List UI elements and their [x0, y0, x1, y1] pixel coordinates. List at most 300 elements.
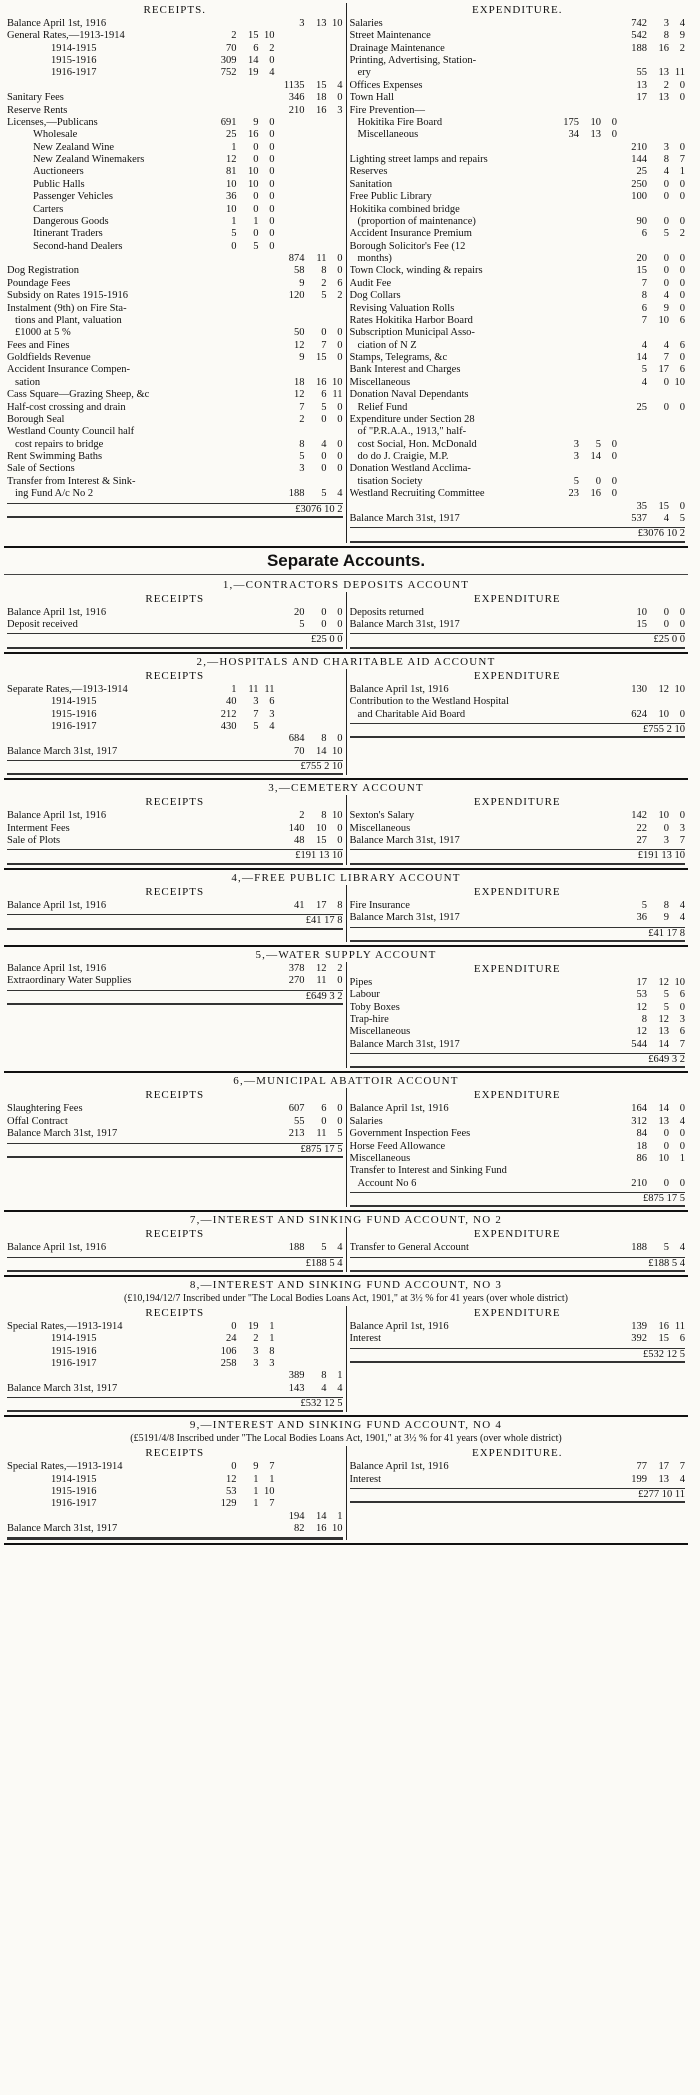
- ledger-row: [350, 1474, 686, 1486]
- amount-s: 13: [658, 1026, 669, 1038]
- sub-amount-c: 0: [269, 215, 275, 227]
- ledger-item-label: Salaries: [349, 17, 383, 29]
- amount-s: [647, 55, 669, 67]
- sub-amount-a: 1: [231, 141, 237, 153]
- sub-amount-a: [549, 1333, 579, 1345]
- sub-amount-c: [259, 451, 275, 463]
- sub-amount-a: 129: [220, 1498, 237, 1510]
- amount: [275, 1321, 343, 1333]
- ledger-row: [7, 315, 343, 327]
- sub-amount-b: [237, 265, 259, 277]
- sub-amount-c: 0: [269, 154, 275, 166]
- amount-s: 6: [321, 389, 327, 401]
- sub-amount: [207, 1346, 275, 1358]
- amount-s: [647, 476, 669, 488]
- amount-s: [305, 204, 327, 216]
- sub-amount-c: [601, 900, 617, 912]
- sub-amount: [207, 228, 275, 240]
- sub-amount-b: [579, 30, 601, 42]
- expenditure-title: EXPENDITURE: [473, 1089, 561, 1102]
- sub-amount-a: [207, 451, 237, 463]
- general-receipts-total: £3076 10 2: [295, 503, 343, 515]
- ledger-row: [350, 488, 686, 500]
- ledger-item-label: Balance April 1st, 1916: [7, 606, 107, 618]
- sub-amount-a: 106: [220, 1345, 237, 1357]
- sub-amount-b: [237, 105, 259, 117]
- sub-amount-a: [549, 1242, 579, 1254]
- ledger-item-label: Transfer from Interest & Sink-: [7, 475, 136, 487]
- ledger-row: [7, 129, 343, 141]
- amount-s: 16: [316, 104, 327, 116]
- amount-s: 5: [663, 1001, 669, 1013]
- ledger-row: [350, 191, 686, 203]
- amount-p: 20: [294, 606, 305, 618]
- amount-s: [647, 426, 669, 438]
- ledger-item-label: Balance March 31st, 1917: [349, 1038, 460, 1050]
- receipts-rows: [7, 684, 343, 758]
- ledger-row: [7, 1383, 343, 1395]
- amount-s: 0: [663, 1128, 669, 1140]
- amount: [617, 402, 685, 414]
- sub-amount-c: 10: [264, 1485, 275, 1497]
- sub-amount: [207, 290, 275, 302]
- sub-amount-b: [237, 278, 259, 290]
- sub-amount-a: [549, 900, 579, 912]
- amount-s: [305, 1333, 327, 1345]
- ledger-row: [7, 709, 343, 721]
- sub-amount: [207, 439, 275, 451]
- amount: [275, 377, 343, 389]
- sub-amount-a: [549, 1103, 579, 1115]
- ledger-item-label: Trap-hire: [349, 1013, 389, 1025]
- ledger-item-label: Licenses,—Publicans: [7, 116, 98, 128]
- amount: [275, 303, 343, 315]
- amount-d: 0: [679, 302, 685, 314]
- sub-amount-b: [237, 900, 259, 912]
- sub-amount: [207, 117, 275, 129]
- sub-amount-c: [601, 1128, 617, 1140]
- account-title: 6,—MUNICIPAL ABATTOIR ACCOUNT: [233, 1075, 459, 1088]
- sub-amount-a: [549, 501, 579, 513]
- sub-amount-b: 1: [253, 1498, 259, 1510]
- ledger-row: [7, 352, 343, 364]
- amount-d: 10: [332, 17, 343, 29]
- amount: [617, 989, 685, 1001]
- amount-d: 6: [679, 339, 685, 351]
- sub-amount-b: [237, 1128, 259, 1140]
- amount: [617, 823, 685, 835]
- amount-d: 0: [679, 1128, 685, 1140]
- sub-amount-b: [579, 352, 601, 364]
- ledger-item-label: 1914-1915: [51, 42, 97, 54]
- sub-amount-c: 3: [269, 1357, 275, 1369]
- ledger-row: [7, 265, 343, 277]
- amount: [617, 43, 685, 55]
- sub-amount-a: 34: [568, 129, 579, 141]
- sub-amount-a: [207, 389, 237, 401]
- ledger-item-label: Borough Solicitor's Fee (12: [349, 240, 466, 252]
- ledger-row: [350, 364, 686, 376]
- amount-s: [647, 414, 669, 426]
- expenditure-rows: [350, 810, 686, 847]
- amount-p: [275, 191, 305, 203]
- amount-p: [617, 389, 647, 401]
- sub-amount-c: [259, 352, 275, 364]
- ledger-row: [350, 67, 686, 79]
- amount: [275, 80, 343, 92]
- ledger-item-label: Deposits returned: [349, 606, 424, 618]
- amount-p: [275, 1498, 305, 1510]
- expenditure-column: [346, 1446, 689, 1540]
- sub-amount: [207, 1523, 275, 1535]
- receipts-total-row: [7, 990, 343, 1005]
- amount-p: [275, 1333, 305, 1345]
- sub-amount-c: [601, 340, 617, 352]
- amount-d: 3: [679, 822, 685, 834]
- ledger-item-label: Fees and Fines: [7, 339, 70, 351]
- ledger-row: [350, 43, 686, 55]
- amount-p: 143: [288, 1382, 305, 1394]
- sub-amount-c: [601, 290, 617, 302]
- ledger-row: [7, 696, 343, 708]
- amount: [275, 315, 343, 327]
- sub-amount-b: 5: [253, 720, 259, 732]
- amount-p: 12: [294, 339, 305, 351]
- amount-s: 9: [663, 302, 669, 314]
- sub-amount-b: 10: [248, 178, 259, 190]
- amount-p: [275, 476, 305, 488]
- ledger-item-label: Reserves: [349, 166, 388, 178]
- amount-p: 392: [631, 1333, 647, 1345]
- sub-amount-a: 10: [226, 178, 237, 190]
- sub-amount-a: [549, 1026, 579, 1038]
- amount: [275, 30, 343, 42]
- amount-p: [275, 43, 305, 55]
- ledger-row: [7, 92, 343, 104]
- amount-p: 18: [294, 376, 305, 388]
- sub-amount-b: [237, 315, 259, 327]
- ledger-item-label: Interest: [349, 1333, 381, 1345]
- amount-s: [305, 709, 327, 721]
- sub-amount-a: 691: [220, 116, 237, 128]
- ledger-item-label: Accident Insurance Premium: [349, 228, 472, 240]
- ledger-row: [350, 835, 686, 847]
- ledger-row: [7, 1486, 343, 1498]
- sub-amount-b: 7: [253, 708, 259, 720]
- amount: [275, 684, 343, 696]
- ledger-row: [7, 67, 343, 79]
- sub-amount-b: [579, 513, 601, 525]
- amount-p: 58: [294, 265, 305, 277]
- sub-amount-a: [207, 265, 237, 277]
- sub-amount-a: [207, 1511, 237, 1523]
- sub-amount-a: 430: [220, 720, 237, 732]
- receipts-total-row: [7, 1143, 343, 1158]
- amount-s: [305, 684, 327, 696]
- amount-d: 0: [337, 352, 343, 364]
- sub-amount-a: [207, 414, 237, 426]
- amount-p: 12: [636, 1001, 647, 1013]
- amount-s: [647, 129, 669, 141]
- sub-amount-b: [579, 43, 601, 55]
- receipts-rows: [7, 900, 343, 912]
- amount-s: [305, 129, 327, 141]
- amount-p: 2: [299, 413, 305, 425]
- sub-amount-a: 175: [563, 116, 579, 128]
- sub-amount-a: [549, 1002, 579, 1014]
- amount: [275, 1128, 343, 1140]
- sub-amount-a: [549, 253, 579, 265]
- sub-amount-b: [237, 290, 259, 302]
- amount-s: [305, 216, 327, 228]
- sub-amount: [207, 619, 275, 631]
- sub-amount-a: 24: [226, 1333, 237, 1345]
- amount: [275, 709, 343, 721]
- amount: [275, 1498, 343, 1510]
- amount-d: 0: [679, 215, 685, 227]
- sub-amount-c: [601, 30, 617, 42]
- expenditure-column: [346, 1306, 689, 1413]
- amount-s: 13: [316, 17, 327, 29]
- ledger-row: [350, 619, 686, 631]
- amount: [275, 619, 343, 631]
- sub-amount-c: [601, 977, 617, 989]
- amount-p: 5: [641, 364, 647, 376]
- amount-p: 7: [299, 401, 305, 413]
- receipts-total: £755 2 10: [300, 761, 343, 773]
- sub-amount-b: 16: [248, 129, 259, 141]
- receipts-title: RECEIPTS: [145, 1228, 205, 1241]
- amount-d: 10: [332, 376, 343, 388]
- amount-p: 15: [636, 265, 647, 277]
- ledger-item-label: Balance March 31st, 1917: [349, 512, 460, 524]
- sub-amount-a: [207, 278, 237, 290]
- amount-s: 0: [663, 376, 669, 388]
- amount-p: [275, 241, 305, 253]
- amount: [617, 389, 685, 401]
- amount: [275, 900, 343, 912]
- amount-s: 8: [663, 30, 669, 42]
- amount-s: 5: [321, 488, 327, 500]
- amount-s: 4: [321, 438, 327, 450]
- sub-amount-c: 0: [269, 178, 275, 190]
- amount-p: 14: [636, 352, 647, 364]
- amount-p: 188: [631, 1242, 647, 1254]
- ledger-row: [350, 513, 686, 525]
- ledger-row: [350, 389, 686, 401]
- sub-amount: [549, 30, 617, 42]
- amount-p: [617, 439, 647, 451]
- amount-d: 4: [679, 17, 685, 29]
- amount-s: 0: [663, 606, 669, 618]
- sub-amount-c: [259, 619, 275, 631]
- ledger-item-label: Westland Recruiting Committee: [349, 488, 485, 500]
- sub-amount-c: [601, 43, 617, 55]
- receipts-column: [4, 592, 346, 649]
- ledger-row: [7, 1523, 343, 1535]
- sub-amount-c: [601, 1165, 617, 1177]
- ledger-row: [350, 501, 686, 513]
- sub-amount-a: [549, 402, 579, 414]
- ledger-row: [350, 265, 686, 277]
- amount-d: 0: [337, 92, 343, 104]
- amount-s: 0: [321, 451, 327, 463]
- sub-amount-c: [259, 389, 275, 401]
- amount-d: 4: [679, 912, 685, 924]
- amount-s: 2: [321, 277, 327, 289]
- ledger-row: [350, 439, 686, 451]
- amount-s: [305, 696, 327, 708]
- ledger-row: [7, 1474, 343, 1486]
- ledger-row: [7, 1103, 343, 1115]
- amount-p: 12: [636, 1026, 647, 1038]
- amount-s: [647, 451, 669, 463]
- amount-p: [275, 154, 305, 166]
- sub-amount-b: 1: [253, 215, 259, 227]
- amount: [617, 912, 685, 924]
- amount: [617, 810, 685, 822]
- amount: [617, 1103, 685, 1115]
- sub-amount: [207, 607, 275, 619]
- amount-s: 11: [316, 1128, 327, 1140]
- sub-amount-a: [549, 823, 579, 835]
- sub-amount-a: [207, 1103, 237, 1115]
- sub-amount-b: [579, 1461, 601, 1473]
- amount-s: 16: [316, 1523, 327, 1535]
- amount: [617, 290, 685, 302]
- sub-amount-a: [549, 835, 579, 847]
- ledger-row: [7, 154, 343, 166]
- ledger-item-label: Cass Square—Grazing Sheep, &c: [7, 389, 150, 401]
- amount: [275, 340, 343, 352]
- amount: [617, 977, 685, 989]
- amount: [617, 191, 685, 203]
- ledger-row: [7, 43, 343, 55]
- amount-d: 0: [679, 619, 685, 631]
- ledger-row: [7, 30, 343, 42]
- amount-d: 11: [674, 67, 685, 79]
- sub-amount-a: [549, 989, 579, 1001]
- ledger-row: [350, 18, 686, 30]
- sub-amount-c: [601, 142, 617, 154]
- amount: [617, 1474, 685, 1486]
- sub-amount-c: [601, 607, 617, 619]
- amount-d: [327, 228, 343, 240]
- ledger-item-label: Balance April 1st, 1916: [349, 1320, 449, 1332]
- ledger-row: [350, 1178, 686, 1190]
- sub-amount-b: [237, 463, 259, 475]
- sub-amount-c: [259, 80, 275, 92]
- sub-amount: [207, 810, 275, 822]
- amount: [275, 117, 343, 129]
- expenditure-column: [346, 795, 689, 864]
- amount-s: 16: [658, 1320, 669, 1332]
- expenditure-rows: [350, 977, 686, 1051]
- receipts-total: £188 5 4: [305, 1257, 343, 1269]
- ledger-row: [7, 228, 343, 240]
- sub-amount-a: [549, 912, 579, 924]
- sub-amount-c: [601, 315, 617, 327]
- amount-d: 6: [679, 364, 685, 376]
- amount-p: [617, 476, 647, 488]
- amount-s: 14: [658, 1038, 669, 1050]
- amount-d: 5: [337, 1128, 343, 1140]
- amount-d: [669, 414, 685, 426]
- ledger-row: [350, 1153, 686, 1165]
- amount-d: [327, 55, 343, 67]
- sub-amount-c: 0: [269, 55, 275, 67]
- sub-amount-b: 0: [253, 154, 259, 166]
- amount-p: [617, 129, 647, 141]
- ledger-row: [350, 810, 686, 822]
- sub-amount: [549, 204, 617, 216]
- sub-amount-c: [601, 835, 617, 847]
- sub-amount-b: [579, 265, 601, 277]
- sub-amount-b: 2: [253, 1333, 259, 1345]
- amount-d: 8: [337, 899, 343, 911]
- ledger-row: [7, 1242, 343, 1254]
- sub-amount-b: 10: [590, 116, 601, 128]
- sub-amount-c: [601, 1039, 617, 1051]
- sub-amount-a: [549, 684, 579, 696]
- sub-amount-b: [579, 912, 601, 924]
- sub-amount-b: [579, 327, 601, 339]
- sub-amount: [549, 241, 617, 253]
- sub-amount-a: [207, 1523, 237, 1535]
- sub-amount: [207, 463, 275, 475]
- amount-d: [327, 1461, 343, 1473]
- amount-p: 8: [299, 438, 305, 450]
- sub-amount: [207, 216, 275, 228]
- amount-p: 55: [294, 1115, 305, 1127]
- ledger-row: [7, 721, 343, 733]
- amount-p: 5: [641, 899, 647, 911]
- account-title: 8,—INTEREST AND SINKING FUND ACCOUNT, NO 3: [189, 1279, 503, 1292]
- sub-amount-c: [259, 746, 275, 758]
- amount-p: 5: [299, 619, 305, 631]
- ledger-row: [350, 129, 686, 141]
- sub-amount: [549, 352, 617, 364]
- amount-d: [669, 129, 685, 141]
- expenditure-column: [346, 669, 689, 776]
- ledger-row: [7, 823, 343, 835]
- amount-s: [305, 241, 327, 253]
- amount: [617, 835, 685, 847]
- expenditure-total: £188 5 4: [648, 1257, 685, 1269]
- ledger-item-label: 1915-1916: [51, 1485, 97, 1497]
- amount-d: 7: [679, 1461, 685, 1473]
- ledger-row: [350, 253, 686, 265]
- amount-s: 17: [658, 364, 669, 376]
- sub-amount-a: [207, 975, 237, 987]
- ledger-item-label: Balance April 1st, 1916: [7, 810, 107, 822]
- ledger-row: [350, 303, 686, 315]
- sub-amount-c: 0: [611, 129, 617, 141]
- sub-amount-c: [259, 1128, 275, 1140]
- expenditure-rows: [350, 1242, 686, 1254]
- amount-p: [275, 1461, 305, 1473]
- expenditure-title: EXPENDITURE: [473, 592, 561, 605]
- amount-d: 5: [679, 512, 685, 524]
- sub-amount-b: 3: [253, 696, 259, 708]
- amount-p: 9: [299, 277, 305, 289]
- ledger-row: [350, 80, 686, 92]
- amount-s: 14: [316, 745, 327, 757]
- sub-amount-b: 1: [253, 1485, 259, 1497]
- sub-amount-a: 23: [568, 488, 579, 500]
- amount-d: [327, 117, 343, 129]
- amount-d: [669, 426, 685, 438]
